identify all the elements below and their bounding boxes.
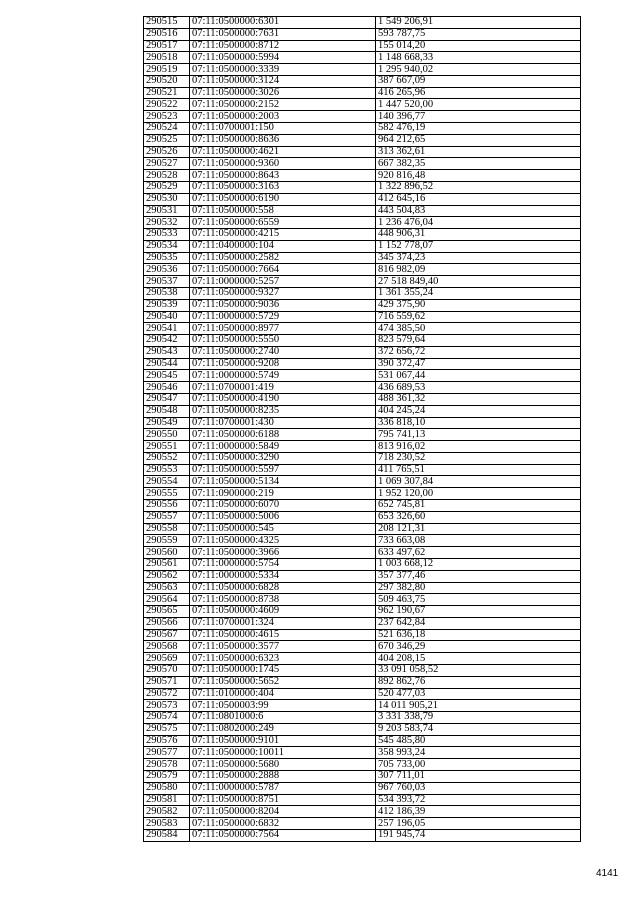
table-row	[144, 818, 581, 830]
table-row	[144, 582, 581, 594]
value-cell: 520 477,03	[376, 688, 581, 700]
value-cell: 412 186,39	[376, 806, 581, 818]
value-cell: 1 952 120,00	[376, 488, 581, 500]
cadastral-number-cell: 07:11:0700001:419	[190, 382, 376, 394]
table-row	[144, 441, 581, 453]
value-cell: 521 636,18	[376, 629, 581, 641]
row-id-cell: 290545	[144, 370, 190, 382]
table-row	[144, 747, 581, 759]
table-row	[144, 629, 581, 641]
value-cell: 1 069 307,84	[376, 476, 581, 488]
table-row	[144, 476, 581, 488]
table-row	[144, 358, 581, 370]
cadastral-number-cell: 07:11:0500000:6323	[190, 653, 376, 665]
row-id-cell: 290535	[144, 252, 190, 264]
row-id-cell: 290541	[144, 323, 190, 335]
value-cell: 733 663,08	[376, 535, 581, 547]
cadastral-number-cell: 07:11:0500000:4615	[190, 629, 376, 641]
cadastral-number-cell: 07:11:0500000:3339	[190, 64, 376, 76]
row-id-cell: 290578	[144, 759, 190, 771]
table-row	[144, 111, 581, 123]
cadastral-number-cell: 07:11:0500000:3966	[190, 547, 376, 559]
value-cell: 667 382,35	[376, 158, 581, 170]
row-id-cell: 290562	[144, 570, 190, 582]
row-id-cell: 290552	[144, 452, 190, 464]
cadastral-number-cell: 07:11:0500000:9101	[190, 735, 376, 747]
cadastral-number-cell: 07:11:0400000:104	[190, 240, 376, 252]
row-id-cell: 290525	[144, 134, 190, 146]
cadastral-number-cell: 07:11:0500000:3026	[190, 87, 376, 99]
cadastral-number-cell: 07:11:0500000:8235	[190, 405, 376, 417]
row-id-cell: 290584	[144, 829, 190, 841]
cadastral-number-cell: 07:11:0500000:7664	[190, 264, 376, 276]
value-cell: 1 549 206,91	[376, 17, 581, 29]
value-cell: 357 377,46	[376, 570, 581, 582]
cadastral-number-cell: 07:11:0500000:9036	[190, 299, 376, 311]
value-cell: 653 326,60	[376, 511, 581, 523]
table-row	[144, 606, 581, 618]
cadastral-number-cell: 07:11:0500000:1745	[190, 664, 376, 676]
row-id-cell: 290563	[144, 582, 190, 594]
cadastral-number-cell: 07:11:0801000:6	[190, 712, 376, 724]
table-row	[144, 782, 581, 794]
value-cell: 534 393,72	[376, 794, 581, 806]
row-id-cell: 290547	[144, 394, 190, 406]
cadastral-number-cell: 07:11:0900000:219	[190, 488, 376, 500]
value-cell: 1 322 896,52	[376, 181, 581, 193]
table-row	[144, 264, 581, 276]
row-id-cell: 290538	[144, 287, 190, 299]
value-cell: 892 862,76	[376, 676, 581, 688]
value-cell: 443 504,83	[376, 205, 581, 217]
table-row	[144, 794, 581, 806]
table-row	[144, 217, 581, 229]
row-id-cell: 290533	[144, 229, 190, 241]
row-id-cell: 290519	[144, 64, 190, 76]
table-row	[144, 676, 581, 688]
value-cell: 1 447 520,00	[376, 99, 581, 111]
cadastral-number-cell: 07:11:0000000:5787	[190, 782, 376, 794]
row-id-cell: 290520	[144, 75, 190, 87]
row-id-cell: 290561	[144, 558, 190, 570]
table-body	[144, 17, 581, 842]
value-cell: 448 906,31	[376, 229, 581, 241]
row-id-cell: 290550	[144, 429, 190, 441]
row-id-cell: 290573	[144, 700, 190, 712]
value-cell: 652 745,81	[376, 500, 581, 512]
value-cell: 823 579,64	[376, 335, 581, 347]
value-cell: 474 385,50	[376, 323, 581, 335]
value-cell: 1 295 940,02	[376, 64, 581, 76]
row-id-cell: 290558	[144, 523, 190, 535]
table-row	[144, 370, 581, 382]
cadastral-number-cell: 07:11:0500000:4621	[190, 146, 376, 158]
row-id-cell: 290526	[144, 146, 190, 158]
value-cell: 582 476,19	[376, 123, 581, 135]
value-cell: 27 518 849,40	[376, 276, 581, 288]
value-cell: 531 067,44	[376, 370, 581, 382]
table-row	[144, 723, 581, 735]
table-row	[144, 771, 581, 783]
cadastral-number-cell: 07:11:0500000:8712	[190, 40, 376, 52]
table-row	[144, 287, 581, 299]
cadastral-number-cell: 07:11:0802000:249	[190, 723, 376, 735]
cadastral-number-cell: 07:11:0100000:404	[190, 688, 376, 700]
value-cell: 390 372,47	[376, 358, 581, 370]
row-id-cell: 290544	[144, 358, 190, 370]
row-id-cell: 290564	[144, 594, 190, 606]
value-cell: 345 374,23	[376, 252, 581, 264]
row-id-cell: 290546	[144, 382, 190, 394]
value-cell: 372 656,72	[376, 346, 581, 358]
table-row	[144, 641, 581, 653]
value-cell: 795 741,13	[376, 429, 581, 441]
table-row	[144, 511, 581, 523]
value-cell: 1 152 778,07	[376, 240, 581, 252]
table-row	[144, 229, 581, 241]
value-cell: 140 396,77	[376, 111, 581, 123]
row-id-cell: 290548	[144, 405, 190, 417]
row-id-cell: 290534	[144, 240, 190, 252]
cadastral-number-cell: 07:11:0500000:4190	[190, 394, 376, 406]
cadastral-number-cell: 07:11:0000000:5729	[190, 311, 376, 323]
cadastral-number-cell: 07:11:0700001:150	[190, 123, 376, 135]
cadastral-value-table	[143, 16, 581, 842]
table-row	[144, 570, 581, 582]
cadastral-number-cell: 07:11:0500000:6190	[190, 193, 376, 205]
table-row	[144, 394, 581, 406]
row-id-cell: 290581	[144, 794, 190, 806]
value-cell: 336 818,10	[376, 417, 581, 429]
value-cell: 307 711,01	[376, 771, 581, 783]
page-number: 4141	[596, 868, 619, 879]
row-id-cell: 290540	[144, 311, 190, 323]
table-row	[144, 429, 581, 441]
table-row	[144, 335, 581, 347]
cadastral-number-cell: 07:11:0500000:4215	[190, 229, 376, 241]
cadastral-number-cell: 07:11:0500000:7631	[190, 28, 376, 40]
value-cell: 964 212,65	[376, 134, 581, 146]
table-row	[144, 806, 581, 818]
table-row	[144, 417, 581, 429]
value-cell: 3 331 338,79	[376, 712, 581, 724]
table-row	[144, 193, 581, 205]
value-cell: 962 190,67	[376, 606, 581, 618]
row-id-cell: 290556	[144, 500, 190, 512]
cadastral-number-cell: 07:11:0500000:4609	[190, 606, 376, 618]
table-row	[144, 181, 581, 193]
value-cell: 257 196,05	[376, 818, 581, 830]
table-row	[144, 17, 581, 29]
cadastral-number-cell: 07:11:0500000:9360	[190, 158, 376, 170]
table-row	[144, 700, 581, 712]
table-row	[144, 405, 581, 417]
value-cell: 411 765,51	[376, 464, 581, 476]
value-cell: 313 362,61	[376, 146, 581, 158]
table-row	[144, 87, 581, 99]
row-id-cell: 290543	[144, 346, 190, 358]
table-row	[144, 75, 581, 87]
row-id-cell: 290523	[144, 111, 190, 123]
value-cell: 718 230,52	[376, 452, 581, 464]
cadastral-number-cell: 07:11:0500000:7564	[190, 829, 376, 841]
row-id-cell: 290559	[144, 535, 190, 547]
value-cell: 670 346,29	[376, 641, 581, 653]
table-row	[144, 829, 581, 841]
row-id-cell: 290565	[144, 606, 190, 618]
row-id-cell: 290574	[144, 712, 190, 724]
value-cell: 404 208,15	[376, 653, 581, 665]
cadastral-number-cell: 07:11:0500000:8643	[190, 170, 376, 182]
cadastral-number-cell: 07:11:0500000:5652	[190, 676, 376, 688]
value-cell: 14 011 905,21	[376, 700, 581, 712]
table-row	[144, 735, 581, 747]
value-cell: 429 375,90	[376, 299, 581, 311]
table-row	[144, 523, 581, 535]
table-row	[144, 653, 581, 665]
table-row	[144, 299, 581, 311]
row-id-cell: 290549	[144, 417, 190, 429]
cadastral-number-cell: 07:11:0500000:10011	[190, 747, 376, 759]
cadastral-number-cell: 07:11:0500000:9208	[190, 358, 376, 370]
value-cell: 813 916,02	[376, 441, 581, 453]
table-row	[144, 40, 581, 52]
table-row	[144, 52, 581, 64]
table-row	[144, 158, 581, 170]
cadastral-number-cell: 07:11:0500000:5680	[190, 759, 376, 771]
cadastral-number-cell: 07:11:0500000:6559	[190, 217, 376, 229]
cadastral-number-cell: 07:11:0500003:99	[190, 700, 376, 712]
row-id-cell: 290539	[144, 299, 190, 311]
row-id-cell: 290554	[144, 476, 190, 488]
table-row	[144, 99, 581, 111]
value-cell: 705 733,00	[376, 759, 581, 771]
table-row	[144, 276, 581, 288]
row-id-cell: 290518	[144, 52, 190, 64]
table-row	[144, 323, 581, 335]
cadastral-number-cell: 07:11:0500000:5597	[190, 464, 376, 476]
cadastral-number-cell: 07:11:0500000:8204	[190, 806, 376, 818]
row-id-cell: 290529	[144, 181, 190, 193]
row-id-cell: 290528	[144, 170, 190, 182]
table-row	[144, 464, 581, 476]
cadastral-number-cell: 07:11:0500000:8751	[190, 794, 376, 806]
cadastral-number-cell: 07:11:0500000:9327	[190, 287, 376, 299]
row-id-cell: 290568	[144, 641, 190, 653]
cadastral-number-cell: 07:11:0000000:5334	[190, 570, 376, 582]
table-row	[144, 28, 581, 40]
row-id-cell: 290531	[144, 205, 190, 217]
table-row	[144, 240, 581, 252]
row-id-cell: 290576	[144, 735, 190, 747]
value-cell: 404 245,24	[376, 405, 581, 417]
value-cell: 387 667,09	[376, 75, 581, 87]
table-row	[144, 346, 581, 358]
table-row	[144, 311, 581, 323]
table-row	[144, 558, 581, 570]
cadastral-number-cell: 07:11:0500000:5550	[190, 335, 376, 347]
value-cell: 33 091 058,52	[376, 664, 581, 676]
table-row	[144, 252, 581, 264]
row-id-cell: 290530	[144, 193, 190, 205]
table-row	[144, 535, 581, 547]
value-cell: 237 642,84	[376, 617, 581, 629]
cadastral-number-cell: 07:11:0500000:6828	[190, 582, 376, 594]
cadastral-number-cell: 07:11:0000000:5849	[190, 441, 376, 453]
table-row	[144, 688, 581, 700]
row-id-cell: 290569	[144, 653, 190, 665]
row-id-cell: 290536	[144, 264, 190, 276]
value-cell: 816 982,09	[376, 264, 581, 276]
value-cell: 716 559,62	[376, 311, 581, 323]
cadastral-number-cell: 07:11:0500000:2740	[190, 346, 376, 358]
row-id-cell: 290580	[144, 782, 190, 794]
row-id-cell: 290551	[144, 441, 190, 453]
row-id-cell: 290515	[144, 17, 190, 29]
value-cell: 920 816,48	[376, 170, 581, 182]
row-id-cell: 290572	[144, 688, 190, 700]
value-cell: 545 485,80	[376, 735, 581, 747]
value-cell: 509 463,75	[376, 594, 581, 606]
table-row	[144, 488, 581, 500]
cadastral-number-cell: 07:11:0500000:2003	[190, 111, 376, 123]
row-id-cell: 290553	[144, 464, 190, 476]
value-cell: 191 945,74	[376, 829, 581, 841]
cadastral-number-cell: 07:11:0500000:4325	[190, 535, 376, 547]
row-id-cell: 290582	[144, 806, 190, 818]
value-cell: 416 265,96	[376, 87, 581, 99]
cadastral-number-cell: 07:11:0500000:8636	[190, 134, 376, 146]
table-row	[144, 452, 581, 464]
row-id-cell: 290570	[144, 664, 190, 676]
cadastral-number-cell: 07:11:0500000:558	[190, 205, 376, 217]
value-cell: 488 361,32	[376, 394, 581, 406]
table-row	[144, 617, 581, 629]
cadastral-number-cell: 07:11:0500000:6188	[190, 429, 376, 441]
table-row	[144, 594, 581, 606]
table-row	[144, 382, 581, 394]
value-cell: 155 014,20	[376, 40, 581, 52]
value-cell: 436 689,53	[376, 382, 581, 394]
row-id-cell: 290560	[144, 547, 190, 559]
cadastral-number-cell: 07:11:0500000:6070	[190, 500, 376, 512]
row-id-cell: 290537	[144, 276, 190, 288]
row-id-cell: 290516	[144, 28, 190, 40]
value-cell: 297 382,80	[376, 582, 581, 594]
table-row	[144, 547, 581, 559]
value-cell: 967 760,03	[376, 782, 581, 794]
table-row	[144, 64, 581, 76]
cadastral-number-cell: 07:11:0000000:5257	[190, 276, 376, 288]
cadastral-number-cell: 07:11:0700001:324	[190, 617, 376, 629]
cadastral-number-cell: 07:11:0500000:3577	[190, 641, 376, 653]
cadastral-number-cell: 07:11:0700001:430	[190, 417, 376, 429]
cadastral-number-cell: 07:11:0500000:5994	[190, 52, 376, 64]
cadastral-number-cell: 07:11:0500000:3163	[190, 181, 376, 193]
value-cell: 358 993,24	[376, 747, 581, 759]
row-id-cell: 290542	[144, 335, 190, 347]
row-id-cell: 290524	[144, 123, 190, 135]
value-cell: 593 787,75	[376, 28, 581, 40]
cadastral-number-cell: 07:11:0500000:6832	[190, 818, 376, 830]
cadastral-number-cell: 07:11:0500000:3124	[190, 75, 376, 87]
row-id-cell: 290521	[144, 87, 190, 99]
row-id-cell: 290571	[144, 676, 190, 688]
table-row	[144, 205, 581, 217]
value-cell: 208 121,31	[376, 523, 581, 535]
row-id-cell: 290527	[144, 158, 190, 170]
value-cell: 1 236 476,04	[376, 217, 581, 229]
row-id-cell: 290532	[144, 217, 190, 229]
cadastral-number-cell: 07:11:0500000:2152	[190, 99, 376, 111]
value-cell: 633 497,62	[376, 547, 581, 559]
cadastral-number-cell: 07:11:0500000:3290	[190, 452, 376, 464]
cadastral-number-cell: 07:11:0500000:2582	[190, 252, 376, 264]
value-cell: 412 645,16	[376, 193, 581, 205]
row-id-cell: 290566	[144, 617, 190, 629]
value-cell: 1 148 668,33	[376, 52, 581, 64]
row-id-cell: 290577	[144, 747, 190, 759]
row-id-cell: 290517	[144, 40, 190, 52]
row-id-cell: 290579	[144, 771, 190, 783]
row-id-cell: 290557	[144, 511, 190, 523]
cadastral-number-cell: 07:11:0500000:8977	[190, 323, 376, 335]
table-row	[144, 123, 581, 135]
value-cell: 1 361 355,24	[376, 287, 581, 299]
value-cell: 1 003 668,12	[376, 558, 581, 570]
table-row	[144, 500, 581, 512]
cadastral-number-cell: 07:11:0500000:8738	[190, 594, 376, 606]
row-id-cell: 290567	[144, 629, 190, 641]
row-id-cell: 290522	[144, 99, 190, 111]
table-row	[144, 759, 581, 771]
row-id-cell: 290555	[144, 488, 190, 500]
table-row	[144, 146, 581, 158]
cadastral-number-cell: 07:11:0500000:2888	[190, 771, 376, 783]
table-row	[144, 134, 581, 146]
cadastral-number-cell: 07:11:0500000:545	[190, 523, 376, 535]
cadastral-number-cell: 07:11:0500000:6301	[190, 17, 376, 29]
value-cell: 9 203 583,74	[376, 723, 581, 735]
cadastral-number-cell: 07:11:0500000:5006	[190, 511, 376, 523]
cadastral-number-cell: 07:11:0000000:5749	[190, 370, 376, 382]
cadastral-number-cell: 07:11:0500000:5134	[190, 476, 376, 488]
table-row	[144, 712, 581, 724]
table-row	[144, 664, 581, 676]
cadastral-number-cell: 07:11:0000000:5754	[190, 558, 376, 570]
row-id-cell: 290575	[144, 723, 190, 735]
table-row	[144, 170, 581, 182]
row-id-cell: 290583	[144, 818, 190, 830]
